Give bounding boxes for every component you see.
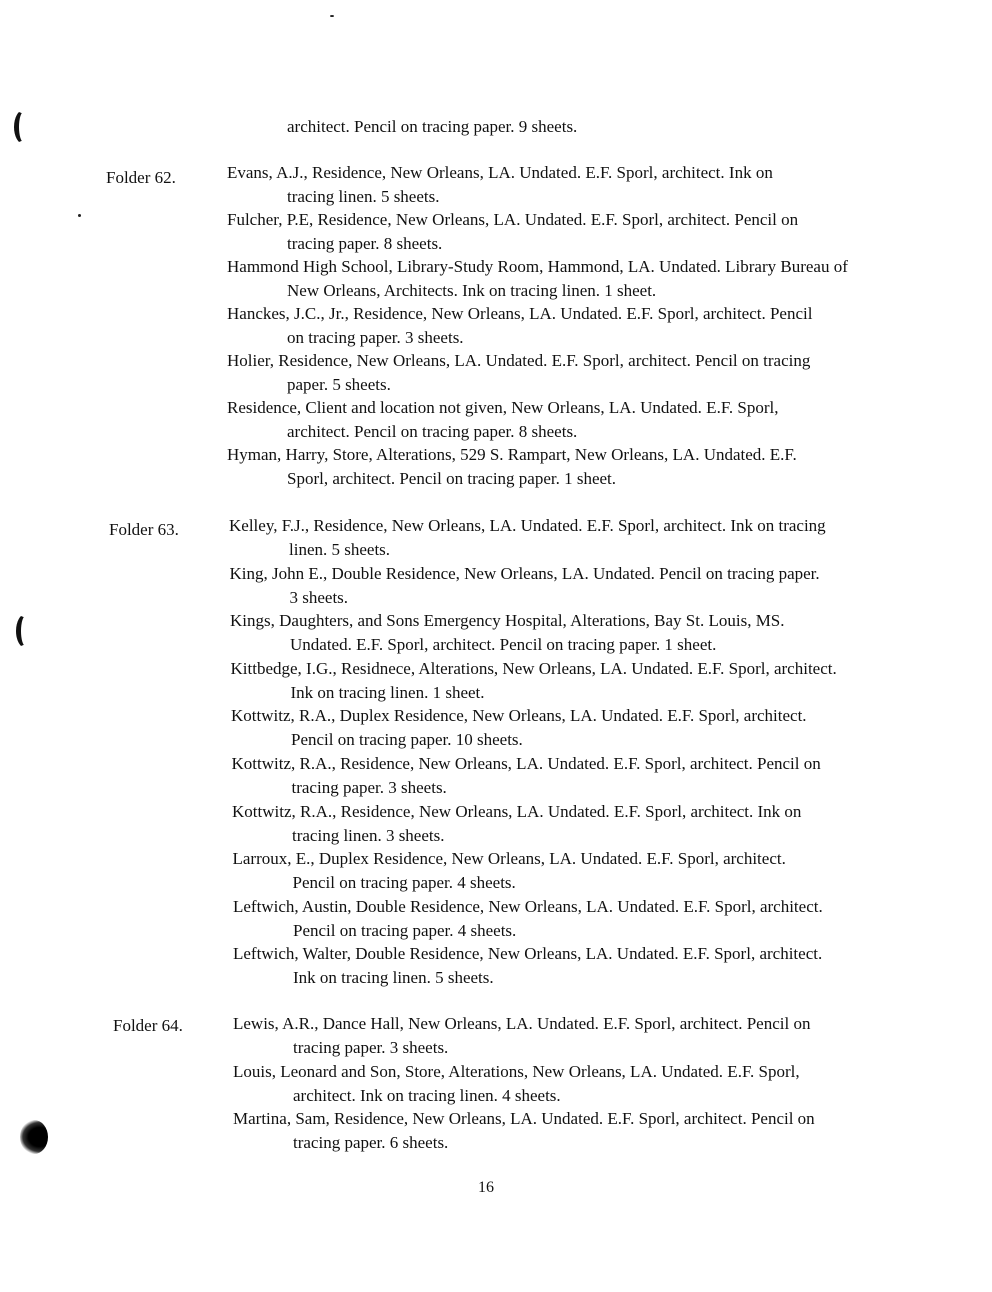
entry-line-1: Louis, Leonard and Son, Store, Alterations, New Orleans, LA. Undated. E.F. Sporl, [233,1061,800,1081]
speck [78,214,81,217]
entry-line-1: Hammond High School, Library-Study Room, Hammond, LA. Undated. Library Bureau of [227,257,848,276]
entry-line-1: Leftwich, Walter, Double Residence, New Orleans, LA. Undated. E.F. Sporl, architect. [233,944,823,964]
entry-line-2: Sporl, architect. Pencil on tracing paper. 1 sheet. [287,469,617,488]
entry-line-2: architect. Pencil on tracing paper. 8 sheets. [287,422,578,441]
entry-line-1: Fulcher, P.E, Residence, New Orleans, LA. Undated. E.F. Sporl, architect. Pencil on [227,210,799,229]
entry-line-1: Kottwitz, R.A., Duplex Residence, New Orleans, LA. Undated. E.F. Sporl, architect. [231,706,807,726]
faint-bleed-through [92,622,95,638]
entry-line-1: Kelley, F.J., Residence, New Orleans, LA. Undated. E.F. Sporl, architect. Ink on tracing [229,516,826,535]
folder-label: Folder 63. [109,520,179,539]
entry-line-2: New Orleans, Architects. Ink on tracing linen. 1 sheet. [287,281,657,300]
entry-line-2: linen. 5 sheets. [289,540,391,559]
entry-line-1: Holier, Residence, New Orleans, LA. Undated. E.F. Sporl, architect. Pencil on tracing [227,351,811,370]
entry-line-2: paper. 5 sheets. [287,375,391,394]
entry-line-1: Kittbedge, I.G., Residnece, Alterations, New Orleans, LA. Undated. E.F. Sporl, architect. [230,658,837,678]
continuation-line: architect. Pencil on tracing paper. 9 sheets. [287,117,578,136]
entry-line-2: Ink on tracing linen. 5 sheets. [293,968,494,988]
entry-line-2: tracing linen. 3 sheets. [292,825,445,845]
entry-line-2: architect. Ink on tracing linen. 4 sheets. [293,1085,561,1105]
entry-line-1: King, John E., Double Residence, New Orleans, LA. Undated. Pencil on tracing paper. [229,563,820,583]
page-number: 16 [478,1179,494,1196]
entry-line-1: Hanckes, J.C., Jr., Residence, New Orleans, LA. Undated. E.F. Sporl, architect. Pencil [227,304,813,323]
folder-label: Folder 62. [106,168,176,187]
speck [330,15,334,17]
entry-line-2: tracing paper. 8 sheets. [287,234,443,253]
entry-line-2: tracing paper. 3 sheets. [293,1038,449,1057]
entry-line-1: Lewis, A.R., Dance Hall, New Orleans, LA. Undated. E.F. Sporl, architect. Pencil on [233,1014,811,1033]
entry-line-1: Martina, Sam, Residence, New Orleans, LA. Undated. E.F. Sporl, architect. Pencil on [233,1109,815,1128]
binding-hole-mark [14,110,33,144]
entry-line-1: Kings, Daughters, and Sons Emergency Hospital, Alterations, Bay St. Louis, MS. [230,611,785,631]
entry-line-1: Hyman, Harry, Store, Alterations, 529 S. Rampart, New Orleans, LA. Undated. E.F. [227,445,797,464]
entry-line-1: Larroux, E., Duplex Residence, New Orleans, LA. Undated. E.F. Sporl, architect. [232,849,786,869]
entry-line-2: Pencil on tracing paper. 4 sheets. [293,920,517,940]
entry-line-2: tracing linen. 5 sheets. [287,187,440,206]
entry-line-2: Pencil on tracing paper. 10 sheets. [291,730,523,750]
entry-line-2: Undated. E.F. Sporl, architect. Pencil on tracing paper. 1 sheet. [290,635,717,655]
folder-label: Folder 64. [113,1016,183,1035]
entry-line-2: on tracing paper. 3 sheets. [287,328,464,347]
entry-line-2: tracing paper. 3 sheets. [291,778,447,797]
entry-line-1: Evans, A.J., Residence, New Orleans, LA. Undated. E.F. Sporl, architect. Ink on [227,163,773,182]
binding-hole-mark [16,614,35,648]
entry-line-2: 3 sheets. [289,587,349,607]
entry-line-2: tracing paper. 6 sheets. [293,1133,449,1152]
entry-line-1: Leftwich, Austin, Double Residence, New Orleans, LA. Undated. E.F. Sporl, architect. [233,896,823,916]
entry-line-2: Ink on tracing linen. 1 sheet. [290,682,485,702]
entry-line-1: Kottwitz, R.A., Residence, New Orleans, LA. Undated. E.F. Sporl, architect. Ink on [232,801,802,821]
entry-line-1: Residence, Client and location not given, New Orleans, LA. Undated. E.F. Sporl, [227,398,779,417]
entry-line-2: Pencil on tracing paper. 4 sheets. [292,873,516,893]
entry-line-1: Kottwitz, R.A., Residence, New Orleans, LA. Undated. E.F. Sporl, architect. Pencil on [231,754,821,773]
binding-hole-blot [20,1120,48,1154]
